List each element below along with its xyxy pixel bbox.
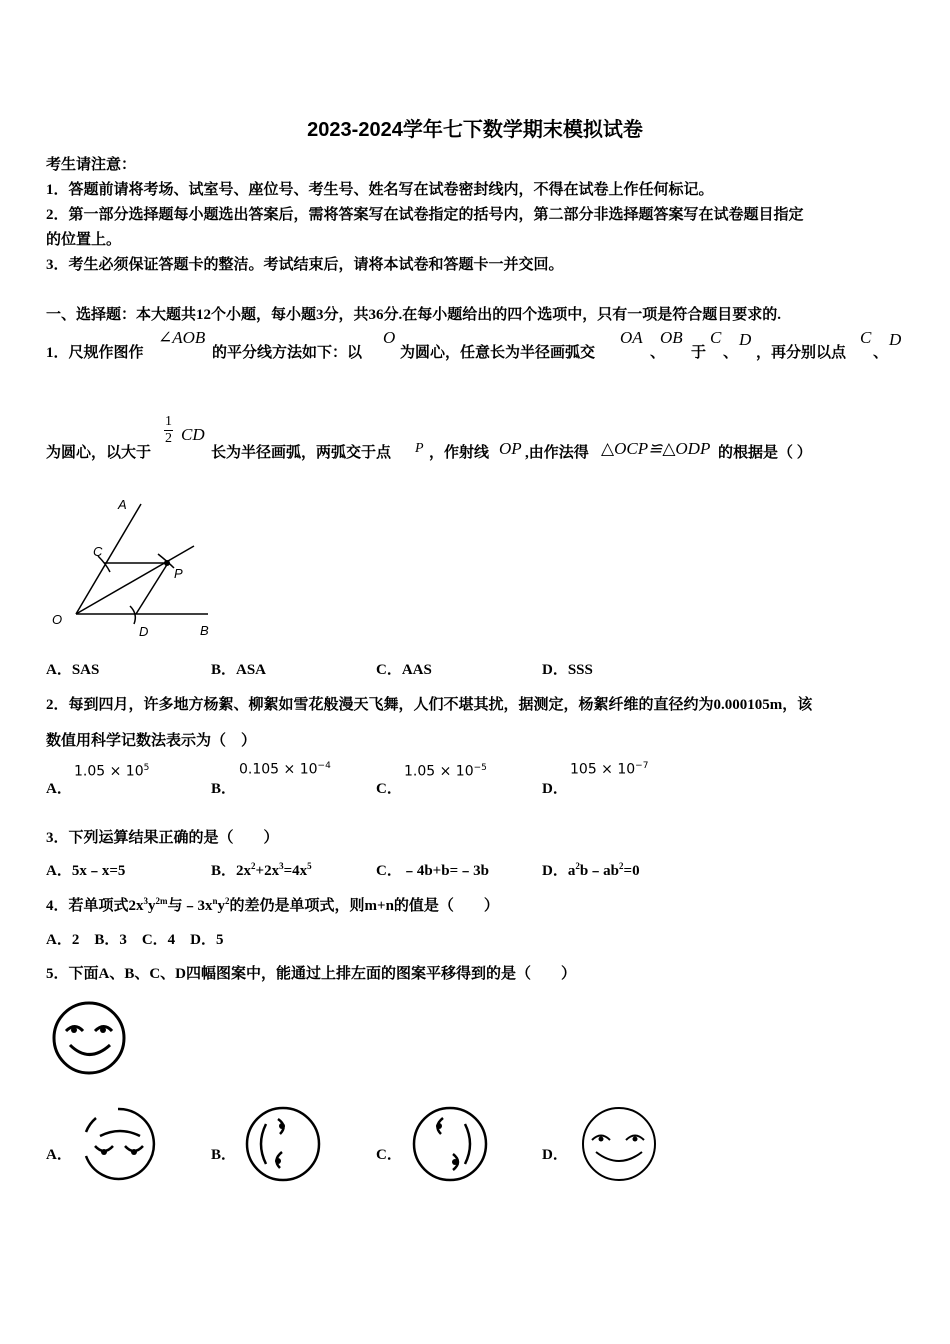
fraction-numerator: 1 bbox=[165, 414, 172, 429]
label-a: A bbox=[118, 497, 127, 512]
q1-point-c: C bbox=[710, 328, 722, 347]
notice-heading: 考生请注意： bbox=[46, 157, 137, 173]
ray-oa bbox=[76, 504, 141, 614]
q1-sep: 、 bbox=[873, 345, 889, 361]
q5-stem: 5．下面A、B、C、D四幅图案中，能通过上排左面的图案平移得到的是（ ） bbox=[46, 966, 577, 982]
q3-option-c: C．﹣4b+b=﹣3b bbox=[376, 863, 489, 879]
q1-op: OP bbox=[499, 439, 522, 458]
q1-point-d: D bbox=[889, 330, 902, 349]
q2-option-c: $1.05 \times 10^{-5}$ bbox=[404, 763, 487, 780]
q1-stem: 的根据是（ ） bbox=[718, 445, 812, 461]
q2-option-b: $0.105 \times 10^{-4}$ bbox=[239, 761, 331, 778]
q5-option-d-image bbox=[578, 1104, 660, 1184]
q5-option-b-image bbox=[242, 1104, 324, 1184]
q4-stem: 4．若单项式$2x^3y^{2m}$与$﹣3x^ny^2$的差仍是单项式，则m+n的值是（ ） bbox=[46, 896, 499, 914]
q1-option-a: A．SAS bbox=[46, 662, 100, 678]
label-d: D bbox=[139, 624, 149, 639]
label-c: C bbox=[93, 544, 103, 559]
q1-stem: 为圆心，以大于 bbox=[46, 445, 152, 461]
label-b: B bbox=[200, 623, 209, 638]
q3-option-d: D．$a^2b﹣ab^2=0$ bbox=[542, 861, 640, 879]
point-p-dot bbox=[164, 560, 170, 566]
q1-stem: ，作射线 bbox=[429, 445, 490, 461]
q5-option-a-image bbox=[78, 1104, 160, 1184]
q1-stem: 的平分线方法如下：以 bbox=[212, 345, 363, 361]
q1-stem: 为圆心，任意长为半径画弧交 bbox=[400, 345, 596, 361]
q3-option-a: A．5x﹣x=5 bbox=[46, 863, 126, 879]
q1-stem: 1．尺规作图作 bbox=[46, 345, 144, 361]
notice-item: 3．考生必须保证答题卡的整洁。考试结束后，请将本试卷和答题卡一并交回。 bbox=[46, 257, 564, 273]
q5-letter-a: A． bbox=[46, 1147, 72, 1163]
q1-cd: CD bbox=[181, 425, 205, 444]
q2-option-a: $1.05 \times 10^5$ bbox=[74, 763, 150, 780]
q1-stem: 于 bbox=[691, 345, 707, 361]
label-p: P bbox=[174, 566, 183, 581]
angle-bisector-figure bbox=[46, 490, 226, 645]
q1-point-p: P bbox=[415, 441, 424, 456]
q1-sep: 、 bbox=[650, 345, 666, 361]
q2-option-d: $105 \times 10^{-7}$ bbox=[570, 761, 649, 778]
notice-item: 1．答题前请将考场、试室号、座位号、考生号、姓名写在试卷密封线内，不得在试卷上作任何标记。 bbox=[46, 182, 714, 198]
q1-angle: ∠AOB bbox=[158, 328, 206, 347]
q2-stem: 2．每到四月，许多地方杨絮、柳絮如雪花般漫天飞舞，人们不堪其扰，据测定，杨絮纤维的直径约为0.000105m，该 bbox=[46, 697, 813, 713]
q1-ob: OB bbox=[660, 328, 683, 347]
q3-option-b: B．$2x^2+2x^3=4x^5$ bbox=[211, 861, 312, 879]
q1-option-b: B．ASA bbox=[211, 662, 267, 678]
q5-option-c-image bbox=[409, 1104, 491, 1184]
q2-letter-b: B． bbox=[211, 781, 237, 797]
q1-sep: 、 bbox=[723, 345, 739, 361]
q2-stem: 数值用科学记数法表示为（ ） bbox=[46, 733, 257, 749]
notice-item: 2．第一部分选择题每小题选出答案后，需将答案写在试卷指定的括号内，第二部分非选择题答案写在试卷题目指定 bbox=[46, 207, 804, 223]
notice-item: 的位置上。 bbox=[46, 232, 122, 248]
q2-letter-d: D． bbox=[542, 781, 568, 797]
q5-letter-b: B． bbox=[211, 1147, 237, 1163]
q1-oa: OA bbox=[620, 328, 643, 347]
section-heading: 一、选择题：本大题共12个小题，每小题3分，共36分.在每小题给出的四个选项中，只有一项是符合题目要求的. bbox=[46, 307, 782, 323]
q1-option-d: D．SSS bbox=[542, 662, 593, 678]
q4-options: A．2 B．3 C．4 D．5 bbox=[46, 932, 224, 948]
q5-letter-d: D． bbox=[542, 1147, 568, 1163]
q1-point-c: C bbox=[860, 328, 872, 347]
q3-stem: 3．下列运算结果正确的是（ ） bbox=[46, 830, 279, 846]
q5-letter-c: C． bbox=[376, 1147, 402, 1163]
q1-congruence: △OCP≌△ODP bbox=[601, 439, 711, 458]
q1-fraction bbox=[164, 414, 173, 447]
q2-letter-c: C． bbox=[376, 781, 402, 797]
label-o: O bbox=[52, 612, 63, 627]
reference-smiley-image bbox=[50, 1000, 130, 1078]
arc-d bbox=[130, 606, 135, 624]
q1-stem: 长为半径画弧，两弧交于点 bbox=[211, 445, 392, 461]
fraction-denominator: 2 bbox=[165, 431, 172, 446]
q1-stem: ,由作法得 bbox=[525, 445, 589, 461]
q1-option-c: C．AAS bbox=[376, 662, 432, 678]
q1-stem: ，再分别以点 bbox=[756, 345, 847, 361]
q2-letter-a: A． bbox=[46, 781, 72, 797]
q1-point-o: O bbox=[383, 328, 396, 347]
q1-point-d: D bbox=[739, 330, 752, 349]
page-title: 2023-2024学年七下数学期末模拟试卷 bbox=[307, 119, 643, 141]
